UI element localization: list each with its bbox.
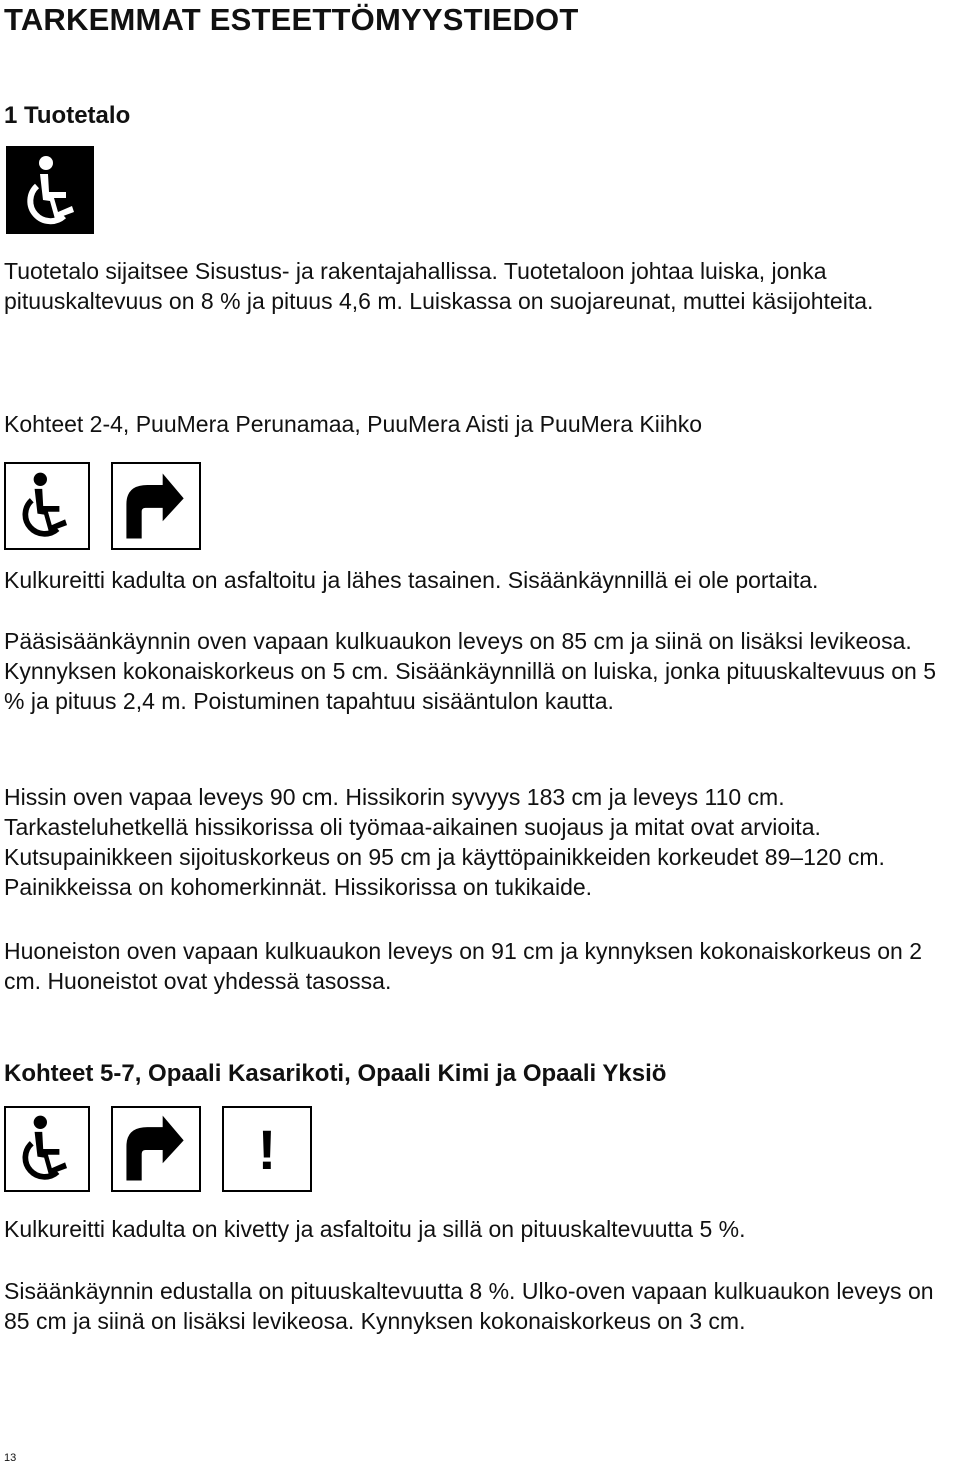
page-title: TARKEMMAT ESTEETTÖMYYSTIEDOT	[4, 2, 579, 37]
wheelchair-icon	[4, 1106, 90, 1192]
exclamation-icon	[222, 1106, 312, 1192]
paragraph: Tuotetalo sijaitsee Sisustus- ja rakentajahallissa. Tuotetaloon johtaa luiska, jonka pituuskaltevuus on 8 % ja pituus 4,6 m. Luiskassa on suojareunat, muttei käsijohteita.	[4, 258, 874, 314]
paragraph: Pääsisäänkäynnin oven vapaan kulkuaukon leveys on 85 cm ja siinä on lisäksi levikeosa. Kynnyksen kokonaiskorkeus on 5 cm. Sisäänkäynnillä on luiska, jonka pituuskaltevuus on 5 % ja pituus 2,4 m. Poistuminen tapahtuu sisääntulon kautta.	[4, 628, 937, 714]
section-heading-kohteet-5-7: Kohteet 5-7, Opaali Kasarikoti, Opaali Kimi ja Opaali Yksiö	[4, 1060, 667, 1087]
turn-arrow-icon	[111, 462, 201, 550]
section-heading-tuotetalo: 1 Tuotetalo	[4, 102, 131, 129]
page-number: 13	[4, 1452, 17, 1464]
paragraph: Kulkureitti kadulta on kivetty ja asfaltoitu ja sillä on pituuskaltevuutta 5 %.	[4, 1216, 746, 1242]
wheelchair-icon	[4, 462, 90, 550]
paragraph: Sisäänkäynnin edustalla on pituuskaltevuutta 8 %. Ulko-oven vapaan kulkuaukon leveys on 85 cm ja siinä on lisäksi levikeosa. Kynnyksen kokonaiskorkeus on 3 cm.	[4, 1278, 934, 1334]
exclamation-symbol: !	[257, 1117, 277, 1181]
turn-arrow-icon	[111, 1106, 201, 1192]
paragraph: Huoneiston oven vapaan kulkuaukon leveys on 91 cm ja kynnyksen kokonaiskorkeus on 2 cm. Huoneistot ovat yhdessä tasossa.	[4, 938, 923, 994]
wheelchair-icon	[6, 146, 94, 234]
paragraph: Kulkureitti kadulta on asfaltoitu ja lähes tasainen. Sisäänkäynnillä ei ole portaita.	[4, 567, 819, 593]
paragraph: Hissin oven vapaa leveys 90 cm. Hissikorin syvyys 183 cm ja leveys 110 cm. Tarkasteluhetkellä hissikorissa oli työmaa-aikainen suojaus ja mitat ovat arvioita. Kutsupainikkeen sijoituskorkeus on 95 cm ja käyttöpainikkeiden korkeudet 89–120 cm. Painikkeissa on kohomerkinnät. Hissikorissa on tukikaide.	[4, 784, 885, 900]
section-heading-kohteet-2-4: Kohteet 2-4, PuuMera Perunamaa, PuuMera Aisti ja PuuMera Kiihko	[4, 411, 703, 437]
